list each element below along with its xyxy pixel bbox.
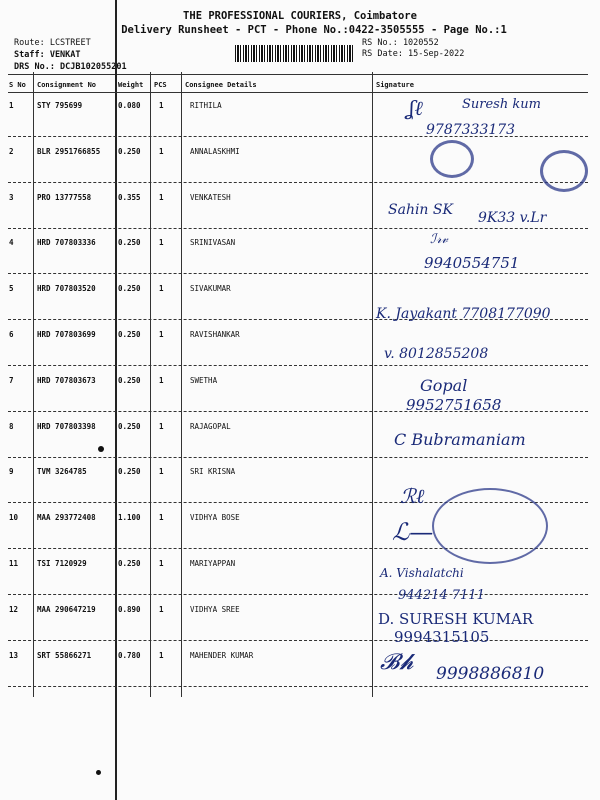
row-separator bbox=[8, 273, 588, 274]
row-consignee: ANNALASKHMI bbox=[190, 146, 240, 156]
row-separator bbox=[8, 365, 588, 366]
ink-dot bbox=[98, 446, 104, 452]
row-consignee: MAHENDER KUMAR bbox=[190, 650, 254, 660]
col-divider-main bbox=[115, 0, 117, 800]
row-pcs: 1 bbox=[159, 101, 164, 110]
row-weight: 0.250 bbox=[118, 330, 141, 339]
row-weight: 0.355 bbox=[118, 192, 141, 202]
col-sno: S No bbox=[9, 81, 26, 89]
col-weight: Weight bbox=[118, 81, 144, 89]
signature-12-name: D. SURESH KUMAR bbox=[378, 610, 534, 628]
row-separator bbox=[8, 182, 588, 183]
runsheet-title: Delivery Runsheet - PCT - Phone No.:0422-3505555 - Page No.:1 bbox=[121, 24, 507, 36]
row-weight: 0.890 bbox=[118, 604, 141, 614]
row-pcs: 1 bbox=[159, 559, 164, 568]
row-pcs: 1 bbox=[159, 467, 164, 477]
signature-13-phone: 9998886810 bbox=[436, 664, 545, 684]
row-consignee: SIVAKUMAR bbox=[190, 284, 231, 294]
staff-label: Staff: VENKAT bbox=[14, 50, 81, 60]
row-weight: 0.250 bbox=[118, 559, 141, 568]
signature-1-phone: 9787333173 bbox=[426, 122, 516, 138]
table-top-border bbox=[8, 74, 588, 75]
row-sno: 13 bbox=[9, 650, 19, 660]
row-separator bbox=[8, 640, 588, 641]
stamp-image bbox=[540, 150, 588, 192]
row-sno: 6 bbox=[9, 330, 14, 339]
row-sno: 10 bbox=[9, 513, 19, 523]
signature-6-text: v. 8012855208 bbox=[384, 346, 489, 362]
signature-5-text: K. Jayakant 7708177090 bbox=[376, 306, 551, 322]
row-consignment: TVM 3264785 bbox=[37, 467, 87, 477]
signature-11-phone: 944214 7111 bbox=[398, 588, 485, 603]
signature-mark: ʆℓ bbox=[408, 96, 423, 120]
row-consignee: RAJAGOPAL bbox=[190, 421, 231, 431]
row-pcs: 1 bbox=[159, 146, 164, 156]
row-sno: 5 bbox=[9, 284, 14, 294]
signature-4-phone: 9940554751 bbox=[424, 254, 520, 272]
header-bottom-border bbox=[8, 92, 588, 93]
row-weight: 0.250 bbox=[118, 284, 141, 294]
row-sno: 4 bbox=[9, 238, 14, 248]
row-sno: 11 bbox=[9, 559, 19, 568]
row-consignee: VIDHYA BOSE bbox=[190, 513, 240, 523]
signature-mark: ℛℓ bbox=[400, 484, 425, 508]
stamp-image bbox=[430, 140, 474, 178]
row-sno: 2 bbox=[9, 146, 14, 156]
rs-date: RS Date: 15-Sep-2022 bbox=[362, 49, 465, 59]
row-sno: 12 bbox=[9, 604, 19, 614]
row-consignment: HRD 707803398 bbox=[37, 421, 96, 431]
row-consignee: MARIYAPPAN bbox=[190, 559, 236, 568]
col-consignment: Consignment No bbox=[37, 81, 97, 89]
row-separator bbox=[8, 457, 588, 458]
col-divider bbox=[33, 72, 34, 697]
row-consignee: SRI KRISNA bbox=[190, 467, 236, 477]
col-divider bbox=[150, 72, 151, 697]
signature-3-extra: 9K33 v.Lr bbox=[478, 210, 547, 226]
signature-11-name: A. Vishalatchi bbox=[380, 566, 464, 580]
row-consignment: TSI 7120929 bbox=[37, 559, 87, 568]
row-weight: 0.780 bbox=[118, 650, 141, 660]
row-pcs: 1 bbox=[159, 284, 164, 294]
signature-1-name: Suresh kum bbox=[462, 97, 541, 112]
signature-7-name: Gopal bbox=[420, 376, 468, 395]
drs-number: DRS No.: DCJB102055201 bbox=[14, 62, 127, 72]
signature-mark: 𝓑𝓱 bbox=[380, 650, 414, 675]
row-sno: 1 bbox=[9, 101, 14, 110]
stamp-image bbox=[432, 488, 548, 564]
signature-mark: ℒ— bbox=[392, 518, 434, 546]
row-pcs: 1 bbox=[159, 513, 164, 523]
row-consignment: SRT 55866271 bbox=[37, 650, 92, 660]
row-consignment: BLR 2951766855 bbox=[37, 146, 101, 156]
company-title: THE PROFESSIONAL COURIERS, Coimbatore bbox=[183, 10, 417, 22]
row-pcs: 1 bbox=[159, 238, 164, 248]
route-label: Route: LCSTREET bbox=[14, 38, 91, 48]
col-divider bbox=[372, 72, 373, 697]
col-signature: Signature bbox=[376, 81, 414, 89]
row-consignee: SWETHA bbox=[190, 375, 218, 385]
row-consignee: RITHILA bbox=[190, 101, 222, 110]
row-pcs: 1 bbox=[159, 375, 164, 385]
row-consignment: MAA 293772408 bbox=[37, 513, 96, 523]
row-sno: 7 bbox=[9, 375, 14, 385]
signature-8-text: C Bubramaniam bbox=[394, 430, 526, 449]
signature-3-name: Sahin SK bbox=[388, 202, 453, 218]
row-pcs: 1 bbox=[159, 192, 164, 202]
row-consignee: SRINIVASAN bbox=[190, 238, 236, 248]
col-divider bbox=[181, 72, 182, 697]
barcode-image bbox=[235, 45, 353, 62]
row-weight: 0.250 bbox=[118, 146, 141, 156]
row-consignment: STY 795699 bbox=[37, 101, 83, 110]
row-consignment: HRD 707803336 bbox=[37, 238, 96, 248]
row-separator bbox=[8, 228, 588, 229]
row-pcs: 1 bbox=[159, 421, 164, 431]
row-sno: 9 bbox=[9, 467, 14, 477]
row-consignment: PRO 13777558 bbox=[37, 192, 92, 202]
row-consignment: HRD 707803673 bbox=[37, 375, 96, 385]
signature-7-phone: 9952751658 bbox=[406, 396, 502, 414]
row-pcs: 1 bbox=[159, 330, 164, 339]
row-weight: 0.080 bbox=[118, 101, 141, 110]
row-pcs: 1 bbox=[159, 604, 164, 614]
row-weight: 0.250 bbox=[118, 238, 141, 248]
signature-mark: ℐ𝓇𝓋 bbox=[430, 232, 448, 247]
col-consignee: Consignee Details bbox=[185, 81, 257, 89]
row-separator bbox=[8, 686, 588, 687]
signature-12-phone: 9994315105 bbox=[394, 628, 490, 646]
ink-dot bbox=[96, 770, 101, 775]
col-pcs: PCS bbox=[154, 81, 167, 89]
row-consignee: VENKATESH bbox=[190, 192, 231, 202]
row-sno: 3 bbox=[9, 192, 14, 202]
row-weight: 1.100 bbox=[118, 513, 141, 523]
row-sno: 8 bbox=[9, 421, 14, 431]
row-consignee: RAVISHANKAR bbox=[190, 330, 240, 339]
row-pcs: 1 bbox=[159, 650, 164, 660]
row-consignment: MAA 290647219 bbox=[37, 604, 96, 614]
row-separator bbox=[8, 594, 588, 595]
row-consignment: HRD 707803699 bbox=[37, 330, 96, 339]
row-consignee: VIDHYA SREE bbox=[190, 604, 240, 614]
row-weight: 0.250 bbox=[118, 375, 141, 385]
row-weight: 0.250 bbox=[118, 421, 141, 431]
row-weight: 0.250 bbox=[118, 467, 141, 477]
rs-number: RS No.: 1020552 bbox=[362, 38, 439, 48]
row-consignment: HRD 707803520 bbox=[37, 284, 96, 294]
